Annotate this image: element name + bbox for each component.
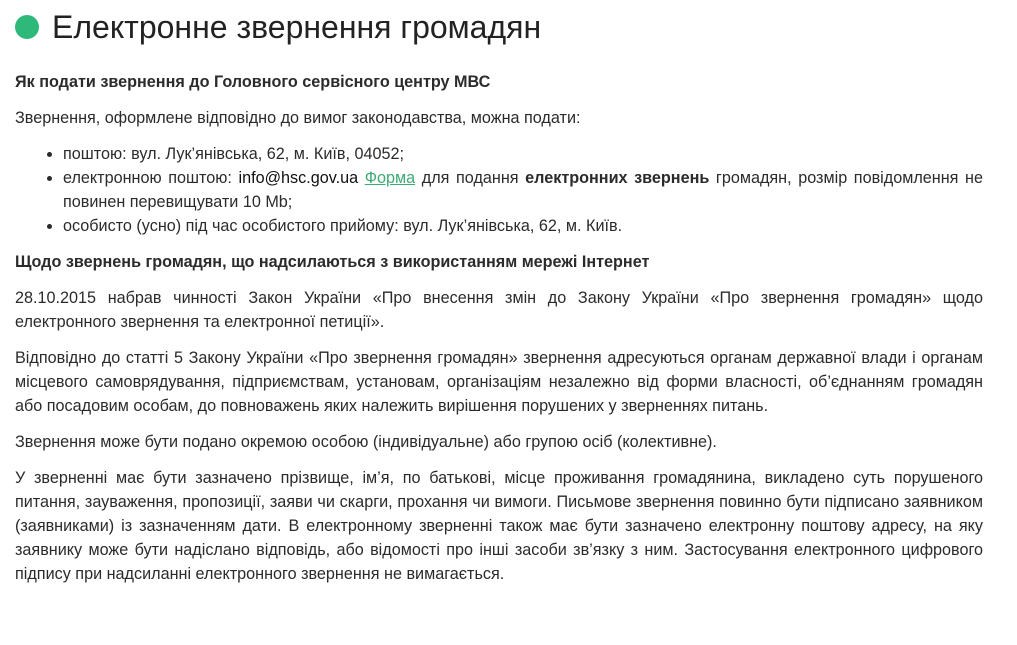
submission-intro: Звернення, оформлене відповідно до вимог законодавства, можна подати:: [15, 109, 581, 127]
email-prefix: електронною поштою:: [63, 169, 239, 187]
form-link[interactable]: Форма: [364, 169, 416, 187]
list-item-personal: • особисто (усно) під час особистого прийому: вул. Лук’янівська, 62, м. Київ.: [63, 214, 983, 238]
paragraph-law-effective: 28.10.2015 набрав чинності Закон України «Про внесення змін до Закону України «Про звернення громадян» щодо електронного звернення та електронної петиції».: [15, 289, 983, 331]
list-item-email: [63, 166, 983, 214]
email-middle: для подання: [415, 169, 526, 187]
paragraph-article-5: Відповідно до статті 5 Закону України «Про звернення громадян» звернення адресуються органам державної влади і органам місцевого самоврядування, підприємствам, установам, організаціям незалежно від форми власності, об’єднанням громадян або посадовим особам, до повноважень яких належить вирішення порушених у зверненнях питань.: [15, 349, 983, 415]
paragraph-individual-collective: Звернення може бути подано окремою особою (індивідуальне) або групою осіб (колективне).: [15, 433, 717, 451]
submission-methods-list: [15, 142, 983, 238]
page-title: Електронне звернення громадян: [52, 9, 542, 45]
email-suffix: громадян, розмір повідомлення не повинен перевищувати 10 Mb;: [63, 169, 983, 211]
list-item-post: • поштою: вул. Лук’янівська, 62, м. Київ, 04052;: [63, 142, 983, 166]
email-bold-text: електронних звернень: [525, 169, 710, 187]
paragraph-requirements: У зверненні має бути зазначено прізвище, ім’я, по батькові, місце проживання громадянина, викладено суть порушеного питання, зауваження, пропозиції, заяви чи скарги, прохання чи вимоги. Письмове звернення повинно бути підписано заявником (заявниками) із зазначенням дати. В електронному зверненні також має бути зазначено електронну поштову адресу, на яку заявнику може бути надіслано відповідь, або відомості про інші засоби зв’язку з ним. Застосування електронного цифрового підпису при надсиланні електронного звернення не вимагається.: [15, 469, 983, 583]
green-dot-icon: [15, 15, 39, 39]
email-address: info@hsc.gov.ua: [238, 169, 359, 187]
page-header: [15, 0, 983, 54]
section-heading-how-to-submit: Як подати звернення до Головного сервісного центру МВС: [15, 73, 491, 91]
section-heading-internet: Щодо звернень громадян, що надсилаються з використанням мережі Інтернет: [15, 253, 650, 271]
